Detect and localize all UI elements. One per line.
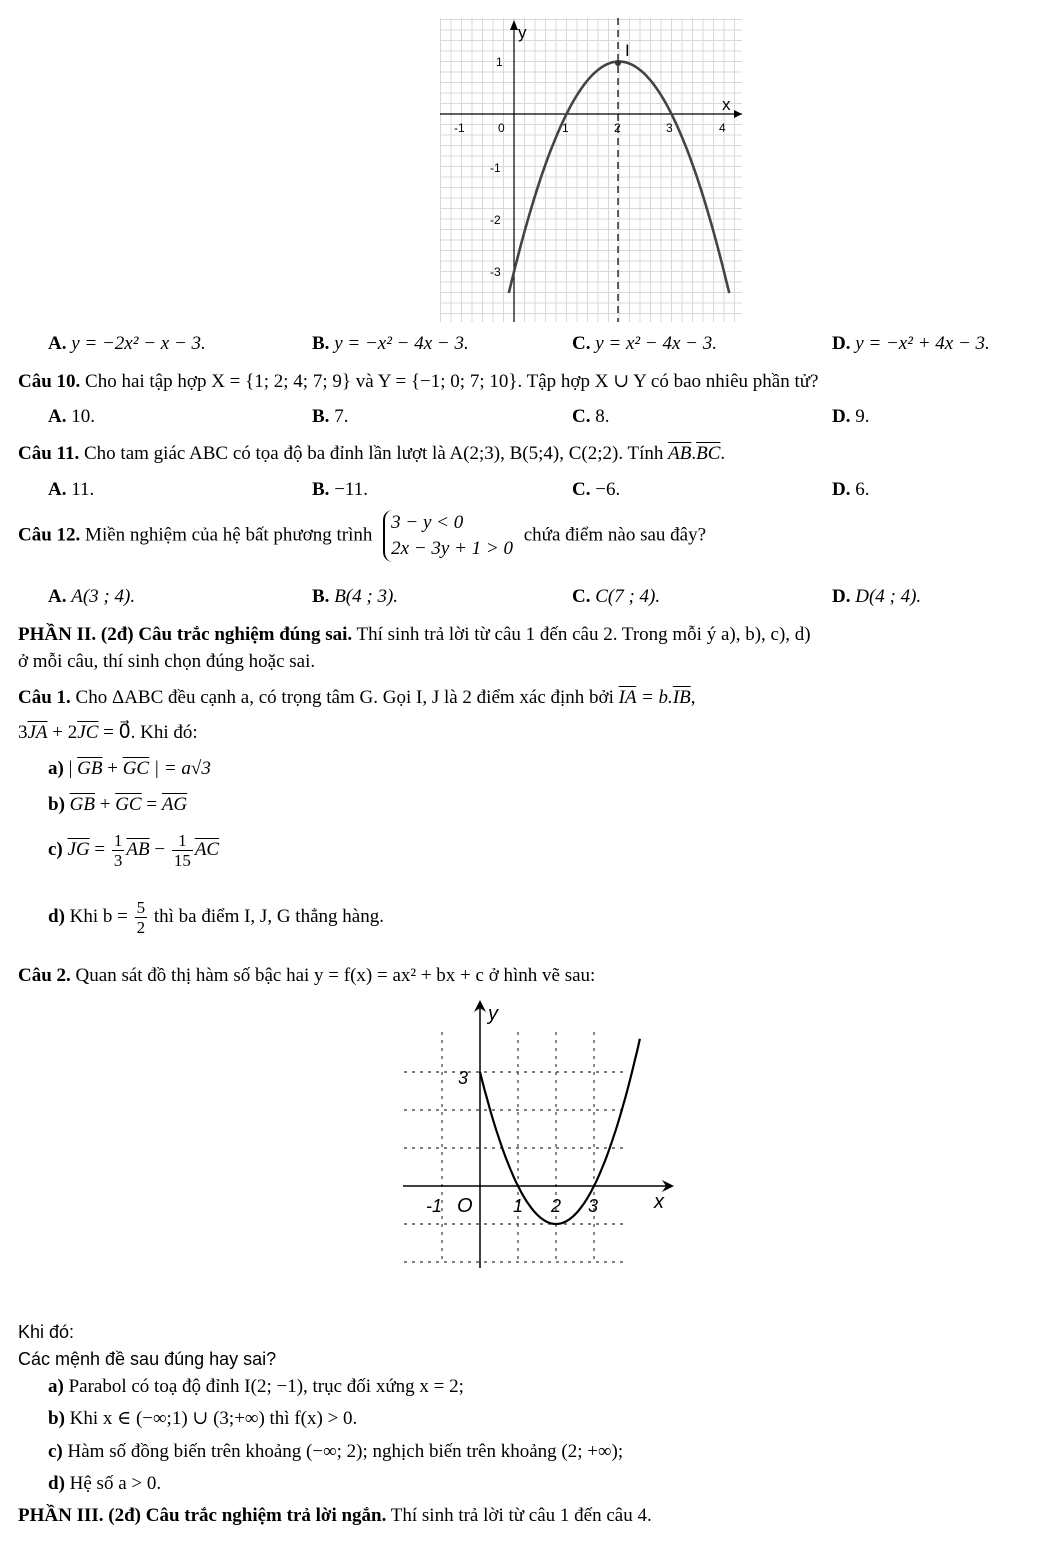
numerator: 1 — [113, 831, 123, 851]
dot-operator: . — [691, 443, 697, 464]
parabola-graph-2 — [398, 998, 680, 1272]
graph1-y-tick: -2 — [490, 213, 501, 227]
option-text: y = −2x² − x − 3. — [71, 333, 206, 354]
graph1-x-tick: 1 — [562, 121, 569, 135]
p2q2-statement-a[interactable] — [48, 1375, 464, 1399]
statement-label: d) — [48, 906, 65, 927]
q11-option-d[interactable] — [832, 478, 869, 502]
question-label: Câu 2. — [18, 965, 71, 986]
q12-option-a[interactable] — [48, 585, 135, 609]
graph1-x-tick: 0 — [498, 121, 505, 135]
p2q2-stem — [18, 964, 595, 988]
option-text: 11. — [71, 479, 95, 500]
part2-title: PHẦN II. (2đ) Câu trắc nghiệm đúng sai. — [18, 624, 353, 645]
vector-ib: $\overline{IB}$ — [672, 687, 691, 708]
graph1-vertex-label: I — [625, 41, 630, 60]
p2q1-line2 — [18, 721, 198, 745]
inequality-system — [383, 510, 513, 562]
option-label: D. — [832, 333, 851, 354]
plus-sign: + — [102, 758, 123, 779]
part3-description: Thí sinh trả lời từ câu 1 đến câu 4. — [386, 1505, 652, 1526]
question-text: Cho hai tập hợp X = {1; 2; 4; 7; 9} và Y = {−1; 0; 7; 10}. Tập hợp X ∪ Y có bao nhiêu phần tử? — [85, 371, 819, 392]
option-label: C. — [572, 586, 591, 607]
question-label: Câu 11. — [18, 443, 80, 464]
statement-label: b) — [48, 1408, 65, 1429]
vector-ab: $\overline{AB}$ — [668, 443, 692, 464]
graph1-y-tick: -3 — [490, 265, 501, 279]
p2q2-statement-b[interactable] — [48, 1407, 357, 1431]
part3-title: PHẦN III. (2đ) Câu trắc nghiệm trả lời ngắn. — [18, 1505, 387, 1526]
abs-close-value: | = a√3 — [149, 758, 211, 779]
denominator: 3 — [113, 851, 123, 871]
statement-text-end: thì ba điểm I, J, G thẳng hàng. — [149, 906, 384, 927]
numerator: 1 — [172, 831, 193, 851]
q9-option-d[interactable] — [832, 332, 990, 356]
question-text-end: chứa điểm nào sau đây? — [523, 524, 707, 546]
option-label: D. — [832, 586, 851, 607]
option-text: y = x² − 4x − 3. — [595, 333, 717, 354]
p2q1-statement-c[interactable] — [48, 830, 219, 870]
graph2-x-tick: 3 — [588, 1196, 599, 1216]
inequality-2: 2x − 3y + 1 > 0 — [391, 538, 513, 559]
statement-text: Hàm số đồng biến trên khoảng (−∞; 2); nghịch biến trên khoảng (2; +∞); — [62, 1441, 624, 1462]
q11-stem — [18, 442, 725, 466]
equals-b: = b. — [636, 687, 673, 708]
vector-ab: $\overline{AB}$ — [126, 839, 150, 860]
part2-description-line2: ở mỗi câu, thí sinh chọn đúng hoặc sai. — [18, 651, 316, 672]
part3-heading — [18, 1504, 652, 1528]
period: . — [720, 443, 726, 464]
q12-stem — [18, 510, 706, 562]
q9-option-b[interactable] — [312, 332, 469, 356]
graph2-y-axis-label: y — [488, 1003, 498, 1025]
option-text: 6. — [855, 479, 870, 500]
option-text: D(4 ; 4). — [855, 586, 922, 607]
vector-bc: $\overline{BC}$ — [696, 443, 721, 464]
option-text: A(3 ; 4). — [71, 586, 136, 607]
question-label: Câu 10. — [18, 371, 81, 392]
graph2-x-tick: -1 — [426, 1196, 443, 1216]
fraction-one-third — [112, 831, 125, 870]
question-text: Cho tam giác ABC có tọa độ ba đỉnh lần lượt là A(2;3), B(5;4), C(2;2). Tính — [84, 443, 669, 464]
statement-text: Khi b = — [64, 906, 133, 927]
vector-gc: $\overline{GC}$ — [115, 794, 142, 815]
statement-text: Hệ số a > 0. — [64, 1473, 162, 1494]
option-label: C. — [572, 333, 591, 354]
p2q1-statement-d[interactable] — [48, 897, 384, 937]
fraction-one-fifteenth — [172, 831, 193, 870]
coef-3: 3 — [18, 722, 28, 743]
question-text: Quan sát đồ thị hàm số bậc hai y = f(x) = ax² + bx + c ở hình vẽ sau: — [75, 965, 596, 986]
denominator: 2 — [136, 918, 146, 938]
plus-sign: + — [94, 794, 116, 815]
graph1-y-axis-label: y — [518, 23, 527, 42]
graph1-x-axis-label: x — [722, 95, 731, 114]
q11-option-b[interactable] — [312, 478, 368, 502]
q10-option-a[interactable] — [48, 405, 95, 429]
question-label: Câu 12. — [18, 524, 81, 546]
part2-heading — [18, 623, 811, 647]
q12-option-d[interactable] — [832, 585, 921, 609]
p2q2-intro-1: Khi đó: — [18, 1322, 75, 1342]
option-text: 7. — [334, 406, 349, 427]
option-text: y = −x² − 4x − 3. — [334, 333, 469, 354]
p2q2-statement-c[interactable] — [48, 1440, 623, 1464]
q11-option-a[interactable] — [48, 478, 94, 502]
option-text: −11. — [334, 479, 368, 500]
graph1-x-tick: 2 — [614, 121, 621, 135]
parabola-graph-1 — [430, 12, 750, 324]
statement-text: Khi x ∈ (−∞;1) ∪ (3;+∞) thì f(x) > 0. — [64, 1408, 358, 1429]
option-text: 8. — [595, 406, 610, 427]
statement-label: d) — [48, 1473, 65, 1494]
option-label: B. — [312, 406, 330, 427]
option-label: C. — [572, 406, 591, 427]
graph2-y-tick: 3 — [458, 1068, 469, 1088]
abs-open: | — [68, 758, 78, 779]
vector-ac: $\overline{AC}$ — [194, 839, 220, 860]
option-label: A. — [48, 479, 67, 500]
option-label: B. — [312, 586, 330, 607]
q10-stem — [18, 370, 818, 394]
question-text: Cho ΔABC đều cạnh a, có trọng tâm G. Gọi I, J là 2 điểm xác định bởi — [75, 687, 619, 708]
graph1-y-tick: 1 — [496, 55, 503, 69]
option-label: D. — [832, 406, 851, 427]
vector-jg: $\overline{JG}$ — [67, 839, 90, 860]
minus-sign: − — [149, 839, 170, 860]
inequality-1: 3 − y < 0 — [391, 512, 464, 533]
graph1-x-tick: -1 — [454, 121, 465, 135]
statement-text: Parabol có toạ độ đỉnh I(2; −1), trục đối xứng x = 2; — [63, 1376, 464, 1397]
graph2-x-tick: 1 — [513, 1196, 524, 1216]
plus-2: + 2 — [47, 722, 78, 743]
q10-option-b[interactable] — [312, 405, 348, 429]
vector-gc: $\overline{GC}$ — [122, 758, 150, 779]
statement-label: a) — [48, 1376, 64, 1397]
vector-ja: $\overline{JA}$ — [27, 722, 48, 743]
question-text: Miền nghiệm của hệ bất phương trình — [85, 524, 373, 546]
graph1-x-tick: 3 — [666, 121, 673, 135]
q10-option-d[interactable] — [832, 405, 869, 429]
vector-gb: $\overline{GB}$ — [77, 758, 103, 779]
graph1-x-tick: 4 — [719, 121, 726, 135]
vector-gb: $\overline{GB}$ — [69, 794, 95, 815]
option-text: B(4 ; 3). — [334, 586, 399, 607]
graph2-x-axis-label: x — [654, 1191, 664, 1213]
part2-description: Thí sinh trả lời từ câu 1 đến câu 2. Trong mỗi ý a), b), c), d) — [352, 624, 811, 645]
vector-ag: $\overline{AG}$ — [161, 794, 188, 815]
equals-sign: = — [141, 794, 162, 815]
q12-option-b[interactable] — [312, 585, 398, 609]
p2q1-statement-b[interactable] — [48, 793, 187, 817]
p2q1-statement-a[interactable] — [48, 757, 211, 781]
vector-jc: $\overline{JC}$ — [77, 722, 99, 743]
graph1-y-tick: -1 — [490, 161, 501, 175]
q9-option-c[interactable] — [572, 332, 717, 356]
question-label: Câu 1. — [18, 687, 71, 708]
graph2-origin-label: O — [457, 1195, 473, 1217]
q9-option-a[interactable] — [48, 332, 206, 356]
option-text: C(7 ; 4). — [595, 586, 661, 607]
statement-label: c) — [48, 1441, 63, 1462]
numerator: 5 — [136, 898, 146, 918]
option-label: A. — [48, 333, 67, 354]
q12-option-c[interactable] — [572, 585, 660, 609]
q11-option-c[interactable] — [572, 478, 620, 502]
vector-ia: $\overline{IA}$ — [618, 687, 637, 708]
equals-zero-text: = 0⃗. Khi đó: — [98, 722, 198, 743]
option-text: 10. — [71, 406, 95, 427]
option-label: A. — [48, 586, 67, 607]
denominator: 15 — [173, 851, 191, 871]
q10-option-c[interactable] — [572, 405, 609, 429]
option-label: C. — [572, 479, 591, 500]
p2q2-statement-d[interactable] — [48, 1472, 161, 1496]
option-text: −6. — [595, 479, 621, 500]
equals-sign: = — [89, 839, 110, 860]
comma: , — [690, 687, 696, 708]
option-label: D. — [832, 479, 851, 500]
p2q1-stem — [18, 686, 696, 710]
statement-label: b) — [48, 794, 65, 815]
graph2-x-tick: 2 — [551, 1196, 562, 1216]
option-label: A. — [48, 406, 67, 427]
statement-label: c) — [48, 839, 63, 860]
statement-label: a) — [48, 758, 64, 779]
option-label: B. — [312, 479, 330, 500]
p2q2-intro-2: Các mệnh đề sau đúng hay sai? — [18, 1349, 277, 1369]
option-text: 9. — [855, 406, 870, 427]
option-label: B. — [312, 333, 330, 354]
option-text: y = −x² + 4x − 3. — [855, 333, 990, 354]
fraction-five-halves — [135, 898, 148, 937]
